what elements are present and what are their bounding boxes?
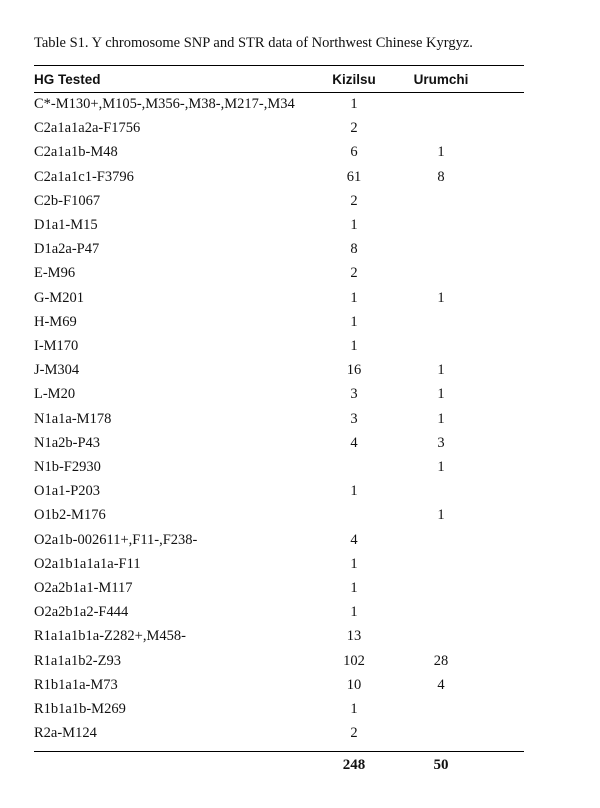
kizilsu-count-cell: 2 xyxy=(350,120,358,137)
haplogroup-cell: O1a1-P203 xyxy=(34,483,101,500)
haplogroup-cell: G-M201 xyxy=(34,289,84,306)
kizilsu-count-cell: 16 xyxy=(346,362,362,379)
table-top-rule xyxy=(34,65,524,66)
table-row xyxy=(34,431,524,455)
haplogroup-cell: E-M96 xyxy=(34,265,76,282)
kizilsu-count-cell: 2 xyxy=(350,265,358,282)
haplogroup-cell: C2a1a1b-M48 xyxy=(34,144,118,161)
table-row xyxy=(34,600,524,624)
urumchi-count-cell: 1 xyxy=(437,507,445,524)
table-row xyxy=(34,503,524,527)
table-row xyxy=(34,528,524,552)
urumchi-count-cell: 8 xyxy=(437,168,445,185)
table-row xyxy=(34,382,524,406)
haplogroup-cell: C2a1a1a2a-F1756 xyxy=(34,120,141,137)
table-row xyxy=(34,286,524,310)
table-row xyxy=(34,165,524,189)
kizilsu-count-cell: 1 xyxy=(350,483,358,500)
kizilsu-count-cell: 2 xyxy=(350,192,358,209)
urumchi-count-cell: 1 xyxy=(437,362,445,379)
haplogroup-cell: I-M170 xyxy=(34,338,79,354)
table-row xyxy=(34,116,524,140)
haplogroup-cell: R1b1a1a-M73 xyxy=(34,676,118,693)
haplogroup-cell: N1b-F2930 xyxy=(34,459,101,475)
table-row xyxy=(34,407,524,431)
table-row xyxy=(34,576,524,600)
table-row xyxy=(34,552,524,576)
haplogroup-cell: O2a2b1a2-F444 xyxy=(34,604,129,621)
table-caption: Table S1. Y chromosome SNP and STR data of Northwest Chinese Kyrgyz. xyxy=(34,35,473,51)
urumchi-count-cell: 28 xyxy=(433,652,449,669)
kizilsu-count-cell: 1 xyxy=(350,580,358,596)
kizilsu-count-cell: 1 xyxy=(350,217,358,233)
haplogroup-cell: R1a1a1b2-Z93 xyxy=(34,652,121,669)
kizilsu-count-cell: 1 xyxy=(350,604,358,621)
haplogroup-cell: H-M69 xyxy=(34,313,77,330)
table-total-row xyxy=(34,753,524,777)
table-row xyxy=(34,334,524,358)
kizilsu-count-cell: 3 xyxy=(350,410,358,427)
table-row xyxy=(34,358,524,382)
haplogroup-cell: N1a2b-P43 xyxy=(34,434,101,451)
haplogroup-cell: L-M20 xyxy=(34,386,76,403)
table-row xyxy=(34,673,524,697)
haplogroup-cell: O1b2-M176 xyxy=(34,507,106,524)
table-row xyxy=(34,649,524,673)
urumchi-count-cell: 4 xyxy=(437,676,445,693)
kizilsu-total: 248 xyxy=(342,757,366,774)
header-kizilsu: Kizilsu xyxy=(332,72,376,87)
haplogroup-cell: R2a-M124 xyxy=(34,725,97,742)
table-bottom-rule xyxy=(34,751,524,752)
table-row xyxy=(34,189,524,213)
urumchi-count-cell: 3 xyxy=(437,434,445,451)
haplogroup-cell: N1a1a-M178 xyxy=(34,410,112,427)
kizilsu-count-cell: 4 xyxy=(350,434,358,451)
table-header-row xyxy=(34,68,524,92)
table-row xyxy=(34,140,524,164)
table-row xyxy=(34,213,524,237)
haplogroup-cell: D1a1-M15 xyxy=(34,217,98,233)
table-row xyxy=(34,624,524,648)
kizilsu-count-cell: 1 xyxy=(350,701,358,717)
haplogroup-cell: O2a1b1a1a1a-F11 xyxy=(34,555,141,572)
kizilsu-count-cell: 1 xyxy=(350,338,358,354)
table-row xyxy=(34,92,524,116)
table-row xyxy=(34,261,524,285)
urumchi-count-cell: 1 xyxy=(437,459,445,475)
kizilsu-count-cell: 4 xyxy=(350,531,358,548)
kizilsu-count-cell: 2 xyxy=(350,725,358,742)
table-row xyxy=(34,721,524,745)
haplogroup-cell: R1a1a1b1a-Z282+,M458- xyxy=(34,628,186,645)
urumchi-count-cell: 1 xyxy=(437,386,445,403)
haplogroup-cell: C2a1a1c1-F3796 xyxy=(34,168,134,185)
kizilsu-count-cell: 3 xyxy=(350,386,358,403)
kizilsu-count-cell: 1 xyxy=(350,289,358,306)
kizilsu-count-cell: 13 xyxy=(346,628,362,645)
kizilsu-count-cell: 61 xyxy=(346,168,362,185)
haplogroup-cell: O2a1b-002611+,F11-,F238- xyxy=(34,531,198,548)
kizilsu-count-cell: 10 xyxy=(346,676,362,693)
kizilsu-count-cell: 102 xyxy=(343,652,365,669)
urumchi-count-cell: 1 xyxy=(437,144,445,161)
table-row xyxy=(34,697,524,721)
urumchi-count-cell: 1 xyxy=(437,410,445,427)
table-row xyxy=(34,479,524,503)
haplogroup-cell: R1b1a1b-M269 xyxy=(34,701,126,717)
header-urumchi: Urumchi xyxy=(413,72,469,87)
urumchi-total: 50 xyxy=(433,757,449,774)
table-row xyxy=(34,455,524,479)
haplogroup-cell: J-M304 xyxy=(34,362,80,379)
kizilsu-count-cell: 1 xyxy=(350,555,358,572)
kizilsu-count-cell: 6 xyxy=(350,144,358,161)
table-row xyxy=(34,237,524,261)
haplogroup-cell: O2a2b1a1-M117 xyxy=(34,580,133,596)
header-hg-tested: HG Tested xyxy=(34,72,101,87)
kizilsu-count-cell: 1 xyxy=(350,313,358,330)
kizilsu-count-cell: 8 xyxy=(350,241,358,258)
urumchi-count-cell: 1 xyxy=(437,289,445,306)
haplogroup-cell: C*-M130+,M105-,M356-,M38-,M217-,M34 xyxy=(34,96,295,112)
haplogroup-cell: C2b-F1067 xyxy=(34,192,101,209)
table-row xyxy=(34,310,524,334)
kizilsu-count-cell: 1 xyxy=(350,96,358,112)
haplogroup-cell: D1a2a-P47 xyxy=(34,241,100,258)
